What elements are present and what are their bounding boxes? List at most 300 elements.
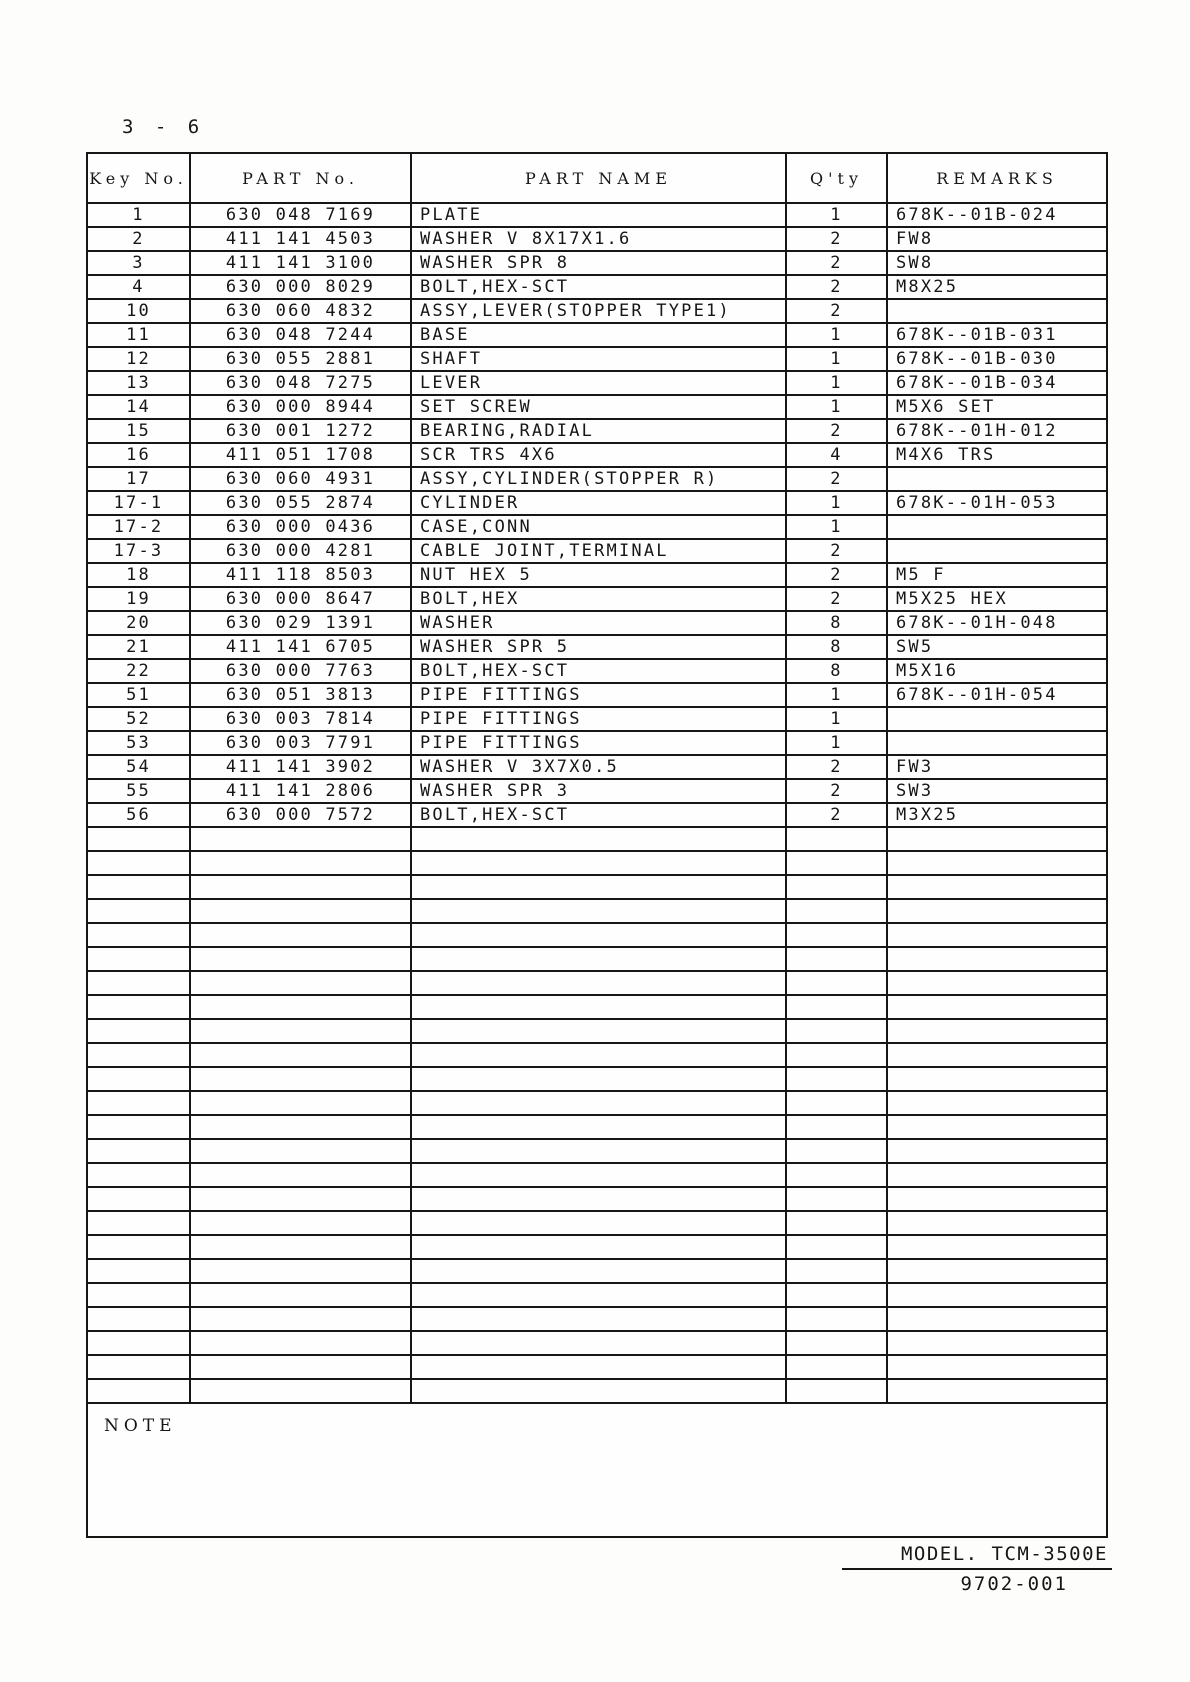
- qty-cell: 1: [787, 708, 888, 730]
- table-row: [88, 828, 1106, 852]
- remarks-cell: [888, 708, 1106, 730]
- table-row: [88, 252, 1106, 276]
- table-row: [88, 732, 1106, 756]
- remarks-cell: 678K--01H-012: [896, 421, 1058, 441]
- part-no-cell: [191, 948, 412, 970]
- part-no-cell: 630 003 7814: [191, 708, 412, 730]
- note-section: [88, 1404, 1106, 1536]
- qty-cell: 1: [787, 324, 888, 346]
- key-no-cell: 11: [88, 324, 191, 346]
- key-no-cell: 14: [88, 396, 191, 418]
- part-name-cell: [412, 1020, 787, 1042]
- part-name-cell: WASHER SPR 8: [412, 252, 787, 274]
- qty-cell: [787, 876, 888, 898]
- part-name-cell: [412, 876, 787, 898]
- remarks-cell: M8X25: [896, 277, 959, 297]
- part-no-cell: [191, 1236, 412, 1258]
- part-no-cell: [191, 1140, 412, 1162]
- doc-number: 9702-001: [960, 1573, 1068, 1595]
- part-name-cell: [412, 1164, 787, 1186]
- table-row: [88, 228, 1106, 252]
- key-no-cell: [88, 828, 191, 850]
- part-no-cell: [191, 1116, 412, 1138]
- part-name-cell: [412, 1284, 787, 1306]
- part-name-cell: BOLT,HEX-SCT: [412, 804, 787, 826]
- key-no-cell: 3: [88, 252, 191, 274]
- part-no-cell: 411 141 3902: [191, 756, 412, 778]
- qty-cell: 2: [787, 420, 888, 442]
- table-row: [88, 444, 1106, 468]
- qty-cell: 2: [787, 468, 888, 490]
- qty-cell: [787, 1092, 888, 1114]
- remarks-cell: [888, 468, 1106, 490]
- key-no-cell: 12: [88, 348, 191, 370]
- table-row: [88, 1356, 1106, 1380]
- key-no-cell: 20: [88, 612, 191, 634]
- remarks-cell: [888, 540, 1106, 562]
- part-no-cell: 411 141 3100: [191, 252, 412, 274]
- part-no-cell: 411 141 2806: [191, 780, 412, 802]
- key-no-cell: [88, 1356, 191, 1378]
- part-no-cell: [191, 924, 412, 946]
- qty-cell: 2: [787, 252, 888, 274]
- key-no-cell: [88, 1380, 191, 1402]
- table-row: [88, 900, 1106, 924]
- qty-cell: [787, 1140, 888, 1162]
- remarks-cell: [888, 900, 1106, 922]
- key-no-cell: [88, 1164, 191, 1186]
- part-name-cell: [412, 1092, 787, 1114]
- table-row: [88, 1380, 1106, 1404]
- part-no-cell: 630 048 7275: [191, 372, 412, 394]
- part-name-cell: BEARING,RADIAL: [412, 420, 787, 442]
- key-no-cell: [88, 1332, 191, 1354]
- part-no-cell: [191, 876, 412, 898]
- note-label: NOTE: [104, 1416, 177, 1436]
- part-name-cell: [412, 1236, 787, 1258]
- remarks-cell: [888, 1308, 1106, 1330]
- part-no-cell: 630 060 4931: [191, 468, 412, 490]
- remarks-cell: 678K--01B-034: [896, 373, 1058, 393]
- qty-cell: [787, 828, 888, 850]
- part-name-cell: LEVER: [412, 372, 787, 394]
- table-row: [88, 924, 1106, 948]
- part-no-cell: [191, 1308, 412, 1330]
- part-name-cell: [412, 1356, 787, 1378]
- key-no-cell: [88, 1188, 191, 1210]
- table-row: [88, 996, 1106, 1020]
- remarks-cell: [888, 1356, 1106, 1378]
- part-name-cell: [412, 1260, 787, 1282]
- table-row: [88, 1332, 1106, 1356]
- table-row: [88, 300, 1106, 324]
- qty-cell: 2: [787, 780, 888, 802]
- part-name-cell: CYLINDER: [412, 492, 787, 514]
- table-row: [88, 948, 1106, 972]
- remarks-cell: [888, 1140, 1106, 1162]
- parts-list-table: [86, 152, 1108, 1538]
- remarks-cell: [888, 1020, 1106, 1042]
- table-row: [88, 1140, 1106, 1164]
- remarks-cell: 678K--01B-031: [896, 325, 1058, 345]
- part-name-cell: SHAFT: [412, 348, 787, 370]
- remarks-cell: [888, 300, 1106, 322]
- table-row: [88, 420, 1106, 444]
- part-no-cell: 630 000 8647: [191, 588, 412, 610]
- table-row: [88, 1044, 1106, 1068]
- part-name-cell: WASHER V 3X7X0.5: [412, 756, 787, 778]
- remarks-cell: [888, 1332, 1106, 1354]
- key-no-cell: 54: [88, 756, 191, 778]
- remarks-cell: [888, 1284, 1106, 1306]
- qty-cell: [787, 1212, 888, 1234]
- qty-cell: [787, 1332, 888, 1354]
- part-name-cell: WASHER SPR 5: [412, 636, 787, 658]
- key-no-cell: [88, 1092, 191, 1114]
- key-no-cell: 17-2: [88, 516, 191, 538]
- part-name-cell: [412, 1068, 787, 1090]
- remarks-cell: [888, 852, 1106, 874]
- table-row: [88, 1188, 1106, 1212]
- key-no-cell: [88, 996, 191, 1018]
- key-no-cell: [88, 852, 191, 874]
- key-no-cell: [88, 1260, 191, 1282]
- table-row: [88, 372, 1106, 396]
- key-no-cell: 17: [88, 468, 191, 490]
- key-no-cell: [88, 1140, 191, 1162]
- qty-cell: 2: [787, 276, 888, 298]
- table-row: [88, 1308, 1106, 1332]
- key-no-cell: 13: [88, 372, 191, 394]
- qty-cell: [787, 972, 888, 994]
- key-no-cell: 15: [88, 420, 191, 442]
- part-name-cell: CASE,CONN: [412, 516, 787, 538]
- key-no-cell: 16: [88, 444, 191, 466]
- part-name-cell: BOLT,HEX: [412, 588, 787, 610]
- qty-cell: 4: [787, 444, 888, 466]
- remarks-cell: [888, 1212, 1106, 1234]
- remarks-cell: [888, 1044, 1106, 1066]
- table-row: [88, 348, 1106, 372]
- part-no-cell: 630 048 7244: [191, 324, 412, 346]
- part-no-cell: 630 055 2874: [191, 492, 412, 514]
- qty-cell: 1: [787, 492, 888, 514]
- part-name-cell: [412, 948, 787, 970]
- key-no-cell: [88, 876, 191, 898]
- part-no-cell: [191, 1068, 412, 1090]
- table-row: [88, 756, 1106, 780]
- table-row: [88, 852, 1106, 876]
- part-name-cell: [412, 996, 787, 1018]
- part-no-cell: 630 048 7169: [191, 204, 412, 226]
- part-no-cell: [191, 1380, 412, 1402]
- key-no-cell: 21: [88, 636, 191, 658]
- remarks-cell: [888, 1380, 1106, 1402]
- qty-cell: [787, 924, 888, 946]
- key-no-cell: [88, 1284, 191, 1306]
- qty-cell: [787, 1380, 888, 1402]
- header-part-no: PART No.: [191, 154, 412, 202]
- key-no-cell: [88, 924, 191, 946]
- part-name-cell: PIPE FITTINGS: [412, 708, 787, 730]
- qty-cell: [787, 852, 888, 874]
- qty-cell: [787, 996, 888, 1018]
- part-no-cell: [191, 1020, 412, 1042]
- remarks-cell: 678K--01H-054: [896, 685, 1058, 705]
- part-name-cell: [412, 1116, 787, 1138]
- part-name-cell: [412, 1380, 787, 1402]
- part-no-cell: 630 000 8944: [191, 396, 412, 418]
- part-name-cell: SCR TRS 4X6: [412, 444, 787, 466]
- qty-cell: 2: [787, 588, 888, 610]
- key-no-cell: [88, 972, 191, 994]
- part-name-cell: WASHER: [412, 612, 787, 634]
- header-key-no: Key No.: [88, 154, 191, 202]
- qty-cell: [787, 900, 888, 922]
- part-name-cell: [412, 1332, 787, 1354]
- key-no-cell: [88, 1044, 191, 1066]
- remarks-cell: [888, 924, 1106, 946]
- qty-cell: 2: [787, 756, 888, 778]
- table-row: [88, 804, 1106, 828]
- qty-cell: 2: [787, 540, 888, 562]
- remarks-cell: M5X25 HEX: [896, 589, 1008, 609]
- key-no-cell: 52: [88, 708, 191, 730]
- qty-cell: 1: [787, 732, 888, 754]
- remarks-cell: [888, 1092, 1106, 1114]
- part-name-cell: BASE: [412, 324, 787, 346]
- remarks-cell: [888, 732, 1106, 754]
- table-row: [88, 540, 1106, 564]
- part-name-cell: SET SCREW: [412, 396, 787, 418]
- remarks-cell: FW8: [896, 229, 934, 249]
- part-name-cell: [412, 900, 787, 922]
- qty-cell: [787, 1308, 888, 1330]
- part-no-cell: [191, 1188, 412, 1210]
- part-name-cell: [412, 1308, 787, 1330]
- remarks-cell: 678K--01H-053: [896, 493, 1058, 513]
- key-no-cell: 55: [88, 780, 191, 802]
- remarks-cell: M4X6 TRS: [896, 445, 996, 465]
- part-no-cell: 630 029 1391: [191, 612, 412, 634]
- qty-cell: [787, 1020, 888, 1042]
- remarks-cell: [888, 1116, 1106, 1138]
- part-name-cell: [412, 1188, 787, 1210]
- qty-cell: 1: [787, 396, 888, 418]
- key-no-cell: 18: [88, 564, 191, 586]
- part-no-cell: [191, 852, 412, 874]
- key-no-cell: 10: [88, 300, 191, 322]
- table-row: [88, 1020, 1106, 1044]
- table-row: [88, 276, 1106, 300]
- key-no-cell: 2: [88, 228, 191, 250]
- part-no-cell: 411 141 4503: [191, 228, 412, 250]
- remarks-cell: 678K--01B-030: [896, 349, 1058, 369]
- qty-cell: 1: [787, 372, 888, 394]
- model-label: MODEL. TCM-3500E: [842, 1543, 1112, 1570]
- part-name-cell: [412, 972, 787, 994]
- qty-cell: 1: [787, 684, 888, 706]
- part-name-cell: PIPE FITTINGS: [412, 684, 787, 706]
- remarks-cell: [888, 948, 1106, 970]
- part-name-cell: WASHER SPR 3: [412, 780, 787, 802]
- key-no-cell: [88, 900, 191, 922]
- qty-cell: [787, 1116, 888, 1138]
- part-no-cell: [191, 972, 412, 994]
- qty-cell: 2: [787, 804, 888, 826]
- part-no-cell: 630 000 7572: [191, 804, 412, 826]
- qty-cell: [787, 1236, 888, 1258]
- table-row: [88, 1212, 1106, 1236]
- remarks-cell: SW8: [896, 253, 934, 273]
- part-no-cell: 630 000 0436: [191, 516, 412, 538]
- table-row: [88, 396, 1106, 420]
- part-no-cell: [191, 1164, 412, 1186]
- key-no-cell: 1: [88, 204, 191, 226]
- key-no-cell: 51: [88, 684, 191, 706]
- table-row: [88, 564, 1106, 588]
- table-row: [88, 516, 1106, 540]
- header-qty: Q'ty: [787, 154, 888, 202]
- remarks-cell: M5X6 SET: [896, 397, 996, 417]
- part-no-cell: 630 000 4281: [191, 540, 412, 562]
- part-no-cell: 630 051 3813: [191, 684, 412, 706]
- qty-cell: 2: [787, 300, 888, 322]
- remarks-cell: [888, 972, 1106, 994]
- part-no-cell: 630 000 8029: [191, 276, 412, 298]
- remarks-cell: [888, 828, 1106, 850]
- qty-cell: [787, 1260, 888, 1282]
- part-name-cell: [412, 924, 787, 946]
- remarks-cell: SW3: [896, 781, 934, 801]
- table-row: [88, 1284, 1106, 1308]
- part-no-cell: 630 003 7791: [191, 732, 412, 754]
- remarks-cell: [888, 1260, 1106, 1282]
- table-row: [88, 1092, 1106, 1116]
- table-row: [88, 1164, 1106, 1188]
- part-name-cell: WASHER V 8X17X1.6: [412, 228, 787, 250]
- part-no-cell: [191, 1356, 412, 1378]
- part-name-cell: ASSY,LEVER(STOPPER TYPE1): [412, 300, 787, 322]
- qty-cell: 8: [787, 660, 888, 682]
- part-name-cell: ASSY,CYLINDER(STOPPER R): [412, 468, 787, 490]
- remarks-cell: M3X25: [896, 805, 959, 825]
- part-no-cell: [191, 900, 412, 922]
- table-row: [88, 612, 1106, 636]
- remarks-cell: [888, 1188, 1106, 1210]
- qty-cell: [787, 1284, 888, 1306]
- part-name-cell: PIPE FITTINGS: [412, 732, 787, 754]
- remarks-cell: [888, 876, 1106, 898]
- qty-cell: 1: [787, 348, 888, 370]
- table-row: [88, 1236, 1106, 1260]
- part-no-cell: [191, 1284, 412, 1306]
- key-no-cell: 4: [88, 276, 191, 298]
- part-name-cell: [412, 1140, 787, 1162]
- key-no-cell: 22: [88, 660, 191, 682]
- footer: [842, 1543, 1112, 1595]
- qty-cell: 8: [787, 612, 888, 634]
- part-name-cell: CABLE JOINT,TERMINAL: [412, 540, 787, 562]
- key-no-cell: [88, 1236, 191, 1258]
- part-no-cell: 411 051 1708: [191, 444, 412, 466]
- table-row: [88, 588, 1106, 612]
- part-name-cell: [412, 1044, 787, 1066]
- qty-cell: 2: [787, 564, 888, 586]
- part-no-cell: [191, 828, 412, 850]
- table-row: [88, 780, 1106, 804]
- table-row: [88, 468, 1106, 492]
- part-name-cell: [412, 828, 787, 850]
- page-number-label: 3 - 6: [122, 116, 205, 138]
- key-no-cell: [88, 1212, 191, 1234]
- part-name-cell: PLATE: [412, 204, 787, 226]
- qty-cell: 2: [787, 228, 888, 250]
- qty-cell: [787, 1044, 888, 1066]
- remarks-cell: [888, 516, 1106, 538]
- key-no-cell: [88, 948, 191, 970]
- part-name-cell: [412, 852, 787, 874]
- remarks-cell: [888, 1164, 1106, 1186]
- remarks-cell: SW5: [896, 637, 934, 657]
- table-row: [88, 1260, 1106, 1284]
- qty-cell: 8: [787, 636, 888, 658]
- table-row: [88, 876, 1106, 900]
- remarks-cell: [888, 1236, 1106, 1258]
- part-no-cell: 411 118 8503: [191, 564, 412, 586]
- qty-cell: [787, 1356, 888, 1378]
- key-no-cell: [88, 1116, 191, 1138]
- table-row: [88, 660, 1106, 684]
- key-no-cell: 17-3: [88, 540, 191, 562]
- table-row: [88, 684, 1106, 708]
- part-no-cell: [191, 1260, 412, 1282]
- remarks-cell: 678K--01H-048: [896, 613, 1058, 633]
- part-no-cell: [191, 1332, 412, 1354]
- key-no-cell: 17-1: [88, 492, 191, 514]
- qty-cell: [787, 1068, 888, 1090]
- part-no-cell: 630 060 4832: [191, 300, 412, 322]
- part-name-cell: NUT HEX 5: [412, 564, 787, 586]
- part-no-cell: 630 001 1272: [191, 420, 412, 442]
- table-row: [88, 1068, 1106, 1092]
- qty-cell: [787, 1188, 888, 1210]
- table-row: [88, 1116, 1106, 1140]
- remarks-cell: FW3: [896, 757, 934, 777]
- remarks-cell: M5X16: [896, 661, 959, 681]
- part-name-cell: [412, 1212, 787, 1234]
- table-header-row: [88, 154, 1106, 204]
- key-no-cell: 53: [88, 732, 191, 754]
- qty-cell: 1: [787, 516, 888, 538]
- table-row: [88, 708, 1106, 732]
- table-row: [88, 492, 1106, 516]
- key-no-cell: [88, 1020, 191, 1042]
- table-row: [88, 972, 1106, 996]
- header-remarks: REMARKS: [936, 168, 1058, 188]
- remarks-cell: [888, 996, 1106, 1018]
- part-no-cell: 630 000 7763: [191, 660, 412, 682]
- qty-cell: [787, 948, 888, 970]
- header-part-name: PART NAME: [412, 154, 787, 202]
- table-row: [88, 636, 1106, 660]
- key-no-cell: [88, 1068, 191, 1090]
- remarks-cell: 678K--01B-024: [896, 205, 1058, 225]
- part-no-cell: [191, 1212, 412, 1234]
- part-name-cell: BOLT,HEX-SCT: [412, 276, 787, 298]
- part-no-cell: 411 141 6705: [191, 636, 412, 658]
- part-no-cell: [191, 1092, 412, 1114]
